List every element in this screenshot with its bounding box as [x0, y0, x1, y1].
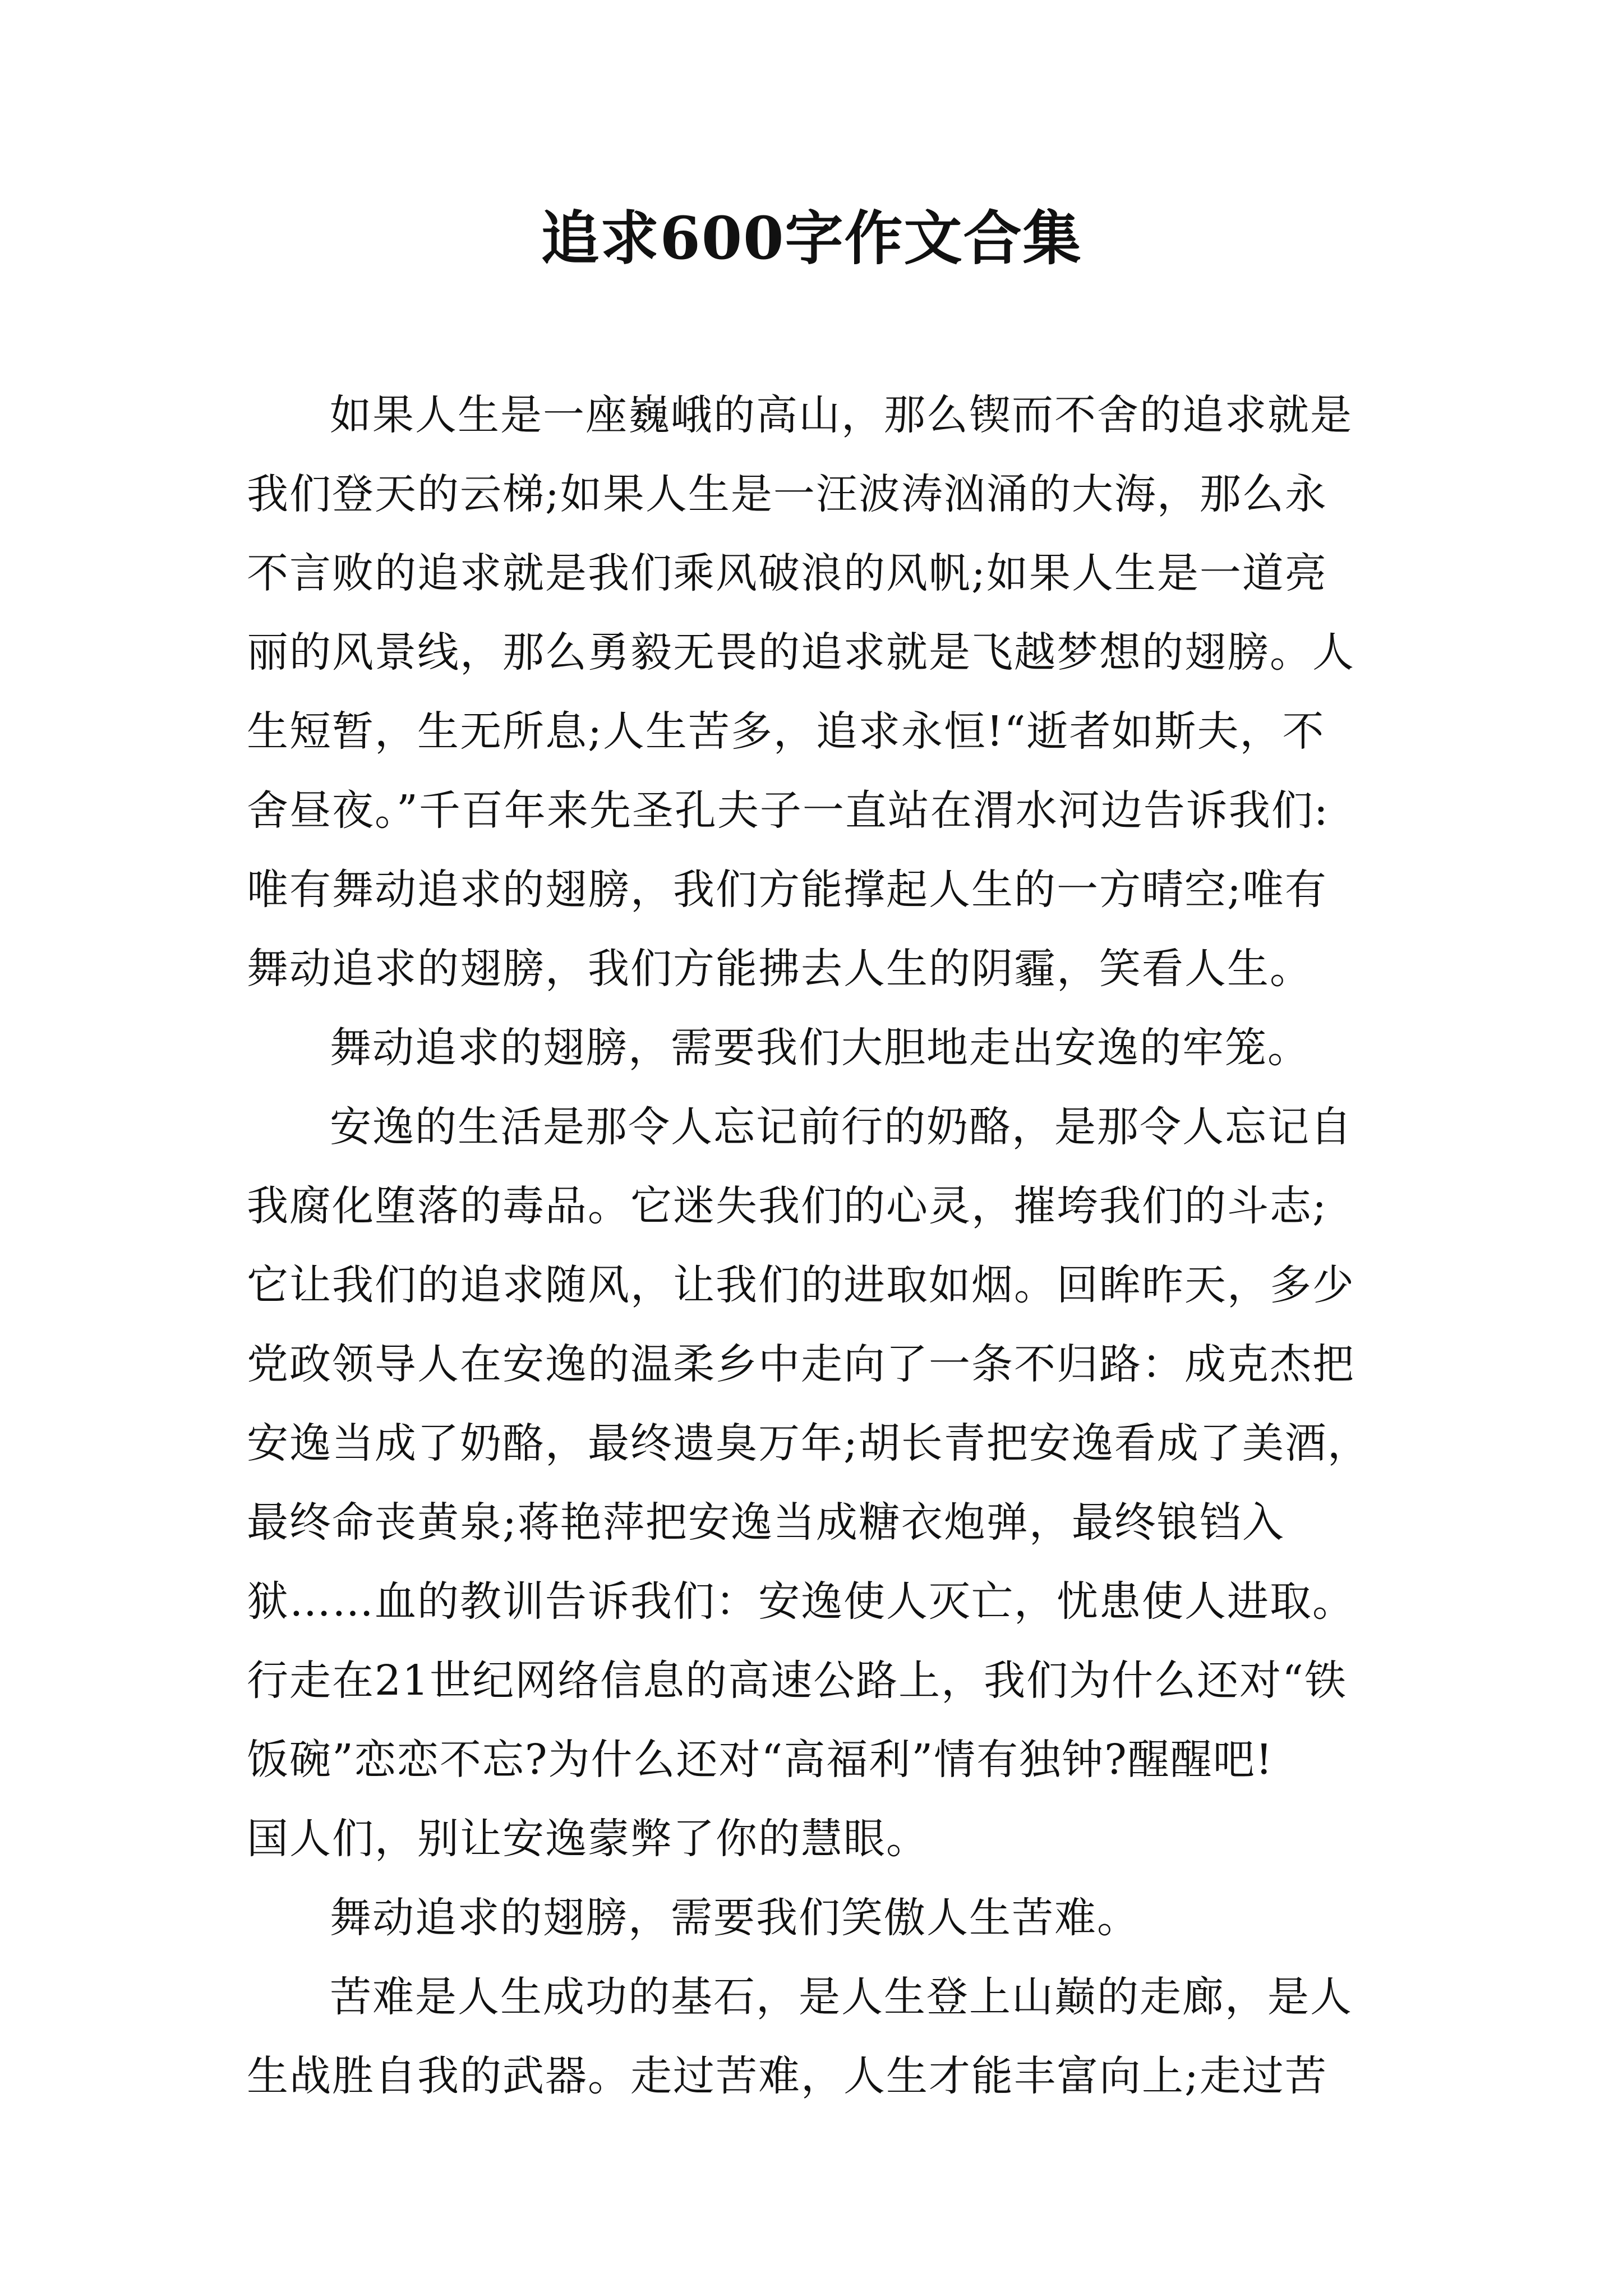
text-line: 如果人生是一座巍峨的高山，那么锲而不舍的追求就是 [330, 391, 1353, 439]
text-line: 舞动追求的翅膀，需要我们笑傲人生苦难。 [330, 1894, 1140, 1942]
text-line: 丽的风景线，那么勇毅无畏的追求就是飞越梦想的翅膀。人 [247, 628, 1355, 677]
text-line: 安逸的生活是那令人忘记前行的奶酪，是那令人忘记自 [330, 1103, 1353, 1151]
document-title: 追求600字作文合集 [541, 204, 1082, 273]
text-line: 我们登天的云梯;如果人生是一汪波涛汹涌的大海，那么永 [247, 470, 1327, 518]
text-line: 狱……血的教训告诉我们：安逸使人灭亡，忧患使人进取。 [247, 1577, 1355, 1626]
text-line: 党政领导人在安逸的温柔乡中走向了一条不归路：成克杰把 [247, 1340, 1355, 1388]
document-body [247, 376, 1391, 2116]
text-line: 最终命丧黄泉;蒋艳萍把安逸当成糖衣炮弹，最终锒铛入 [247, 1498, 1285, 1547]
text-line: 它让我们的追求随风，让我们的进取如烟。回眸昨天，多少 [247, 1261, 1355, 1309]
text-line: 行走在21世纪网络信息的高速公路上，我们为什么还对“铁 [247, 1657, 1347, 1705]
text-line: 舍昼夜。”千百年来先圣孔夫子一直站在渭水河边告诉我们: [247, 786, 1329, 835]
text-line: 我腐化堕落的毒品。它迷失我们的心灵，摧垮我们的斗志; [247, 1182, 1327, 1230]
text-line: 饭碗”恋恋不忘?为什么还对“高福利”情有独钟?醒醒吧! [247, 1736, 1274, 1784]
text-line: 国人们，别让安逸蒙弊了你的慧眼。 [247, 1815, 929, 1863]
text-line: 舞动追求的翅膀，需要我们大胆地走出安逸的牢笼。 [330, 1024, 1310, 1072]
text-line: 不言败的追求就是我们乘风破浪的风帆;如果人生是一道亮 [247, 549, 1327, 597]
text-line: 唯有舞动追求的翅膀，我们方能撑起人生的一方晴空;唯有 [247, 866, 1327, 914]
text-line: 舞动追求的翅膀，我们方能拂去人生的阴霾，笑看人生。 [247, 945, 1312, 993]
text-line: 安逸当成了奶酪，最终遗臭万年;胡长青把安逸看成了美酒， [247, 1419, 1370, 1467]
text-line: 生战胜自我的武器。走过苦难，人生才能丰富向上;走过苦 [247, 2052, 1327, 2100]
text-line: 生短暂，生无所息;人生苦多，追求永恒!“逝者如斯夫，不 [247, 707, 1325, 756]
text-line: 苦难是人生成功的基石，是人生登上山巅的走廊，是人 [330, 1973, 1353, 2021]
